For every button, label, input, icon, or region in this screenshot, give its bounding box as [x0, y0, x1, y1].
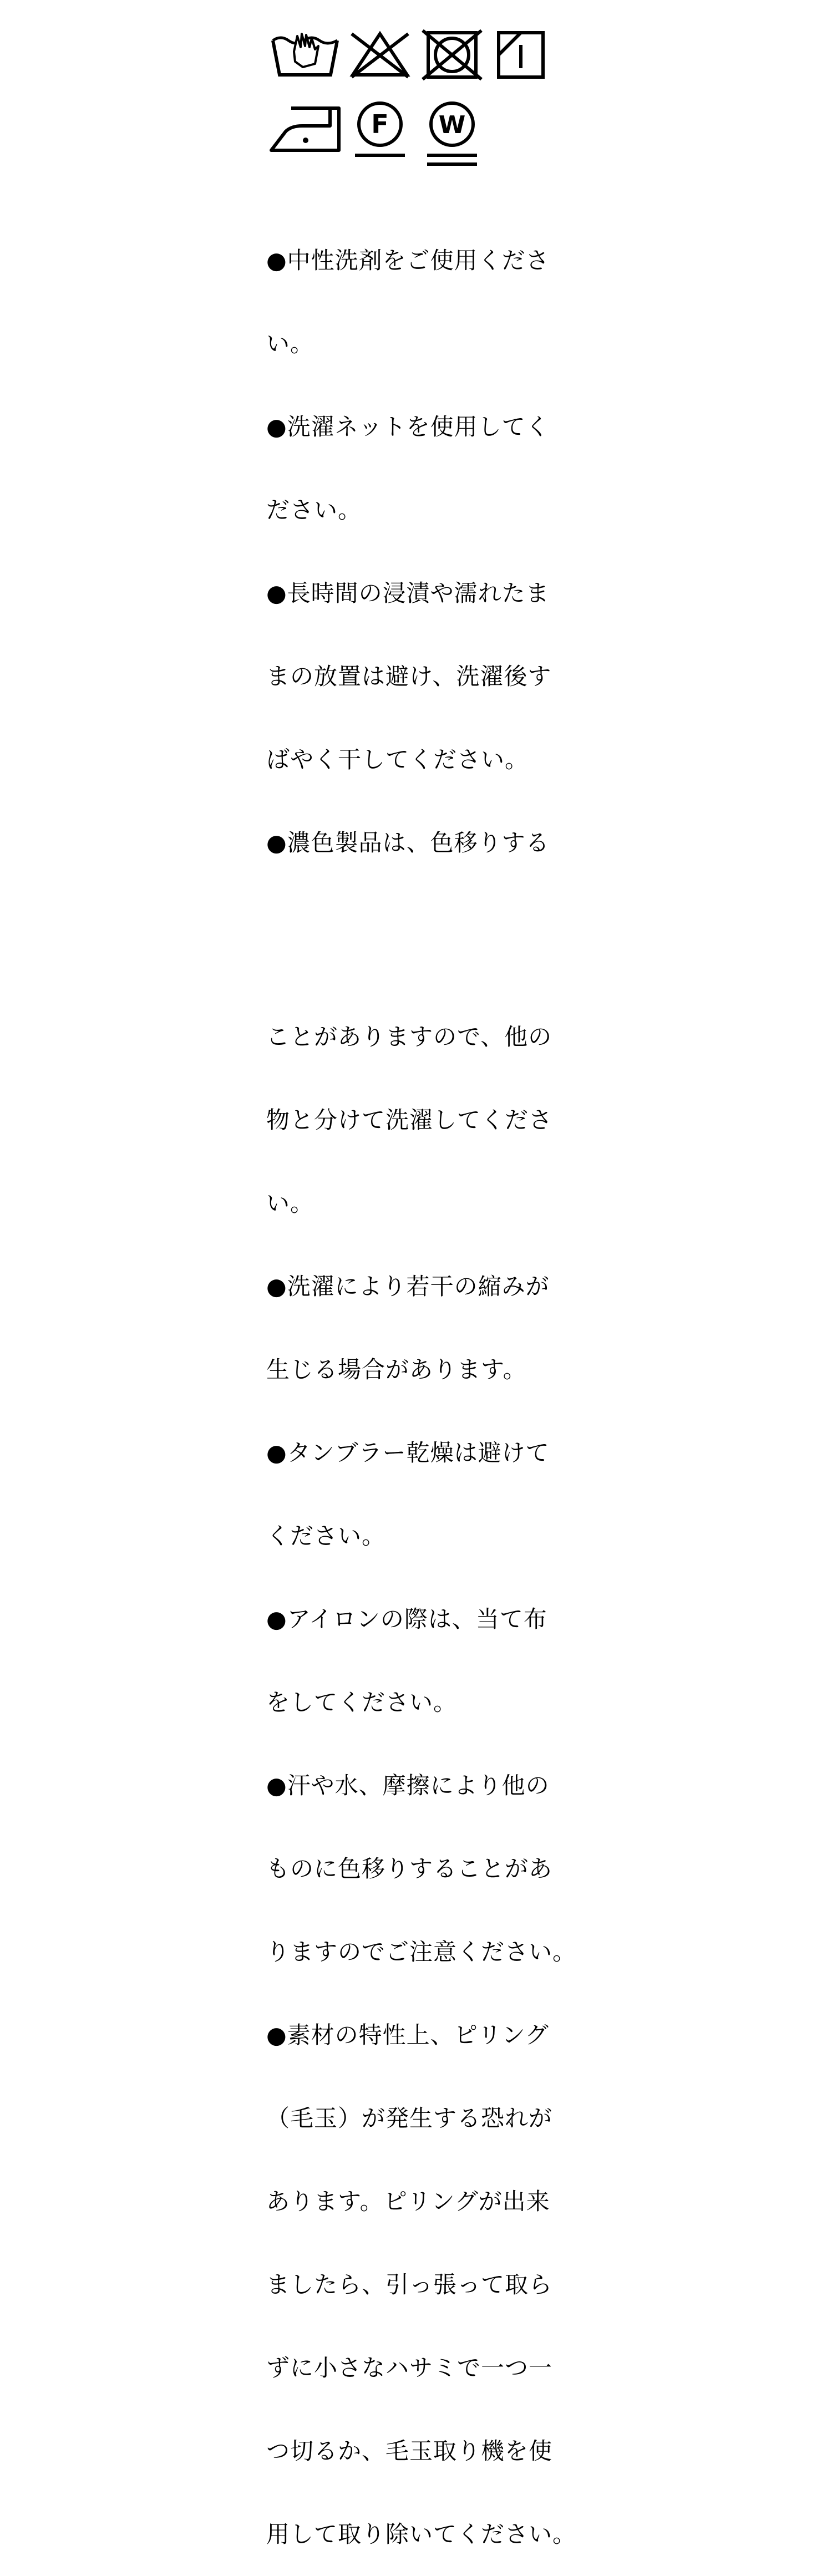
hand-wash-icon — [272, 31, 338, 80]
instruction-line: ください。 — [266, 1522, 386, 1549]
care-symbols — [266, 25, 577, 175]
care-instructions — [266, 191, 577, 2576]
instruction-line: 物と分けて洗濯してくださ — [266, 1106, 553, 1134]
instruction-line: つ切るか、毛玉取り機を使 — [266, 2437, 553, 2465]
section-spacer — [266, 912, 577, 968]
instruction-line: ましたら、引っ張って取ら — [266, 2271, 553, 2298]
iron-low-icon — [269, 103, 341, 155]
no-tumble-dry-icon — [422, 29, 483, 80]
instruction-line: 生じる場合があります。 — [266, 1356, 527, 1383]
instruction-line: ●洗濯ネットを使用してく — [266, 413, 550, 440]
instruction-line: ●タンブラー乾燥は避けて — [266, 1439, 550, 1466]
wet-clean-letter: W — [438, 111, 466, 139]
dry-clean-letter: F — [371, 109, 389, 139]
instruction-line: ●アイロンの際は、当て布 — [266, 1605, 547, 1633]
instruction-line: ばやく干してください。 — [266, 746, 529, 773]
instruction-line: ●濃色製品は、色移りする — [266, 829, 550, 856]
instruction-line: をしてください。 — [266, 1689, 458, 1716]
instruction-line: ことがありますので、他の — [266, 1023, 552, 1050]
instruction-line: ものに色移りすることがあ — [266, 1855, 553, 1882]
no-bleach-icon — [349, 31, 410, 80]
instruction-line: ●中性洗剤をご使用くださ — [266, 247, 550, 274]
wet-clean-w-icon — [422, 100, 483, 169]
instruction-line: りますのでご注意ください。 — [266, 1938, 577, 1965]
instruction-line: ●長時間の浸漬や濡れたま — [266, 580, 550, 607]
instruction-line: ずに小さなハサミで一つ一 — [266, 2354, 553, 2381]
instruction-line: 用して取り除いてください。 — [266, 2521, 577, 2548]
dry-clean-f-icon — [349, 100, 410, 161]
instruction-line: い。 — [266, 1190, 314, 1217]
instruction-line: ●洗濯により若干の縮みが — [266, 1273, 550, 1300]
instruction-line: ●素材の特性上、ピリング — [266, 2021, 549, 2049]
instruction-line: い。 — [266, 330, 314, 357]
instruction-line: （毛玉）が発生する恐れが — [266, 2105, 553, 2132]
instruction-line: ●汗や水、摩擦により他の — [266, 1772, 550, 1799]
instruction-line: あります。ピリングが出来 — [266, 2188, 550, 2215]
instruction-line: ださい。 — [266, 496, 362, 524]
dry-flat-shade-icon — [496, 29, 546, 80]
instruction-line: まの放置は避け、洗濯後す — [266, 663, 552, 690]
